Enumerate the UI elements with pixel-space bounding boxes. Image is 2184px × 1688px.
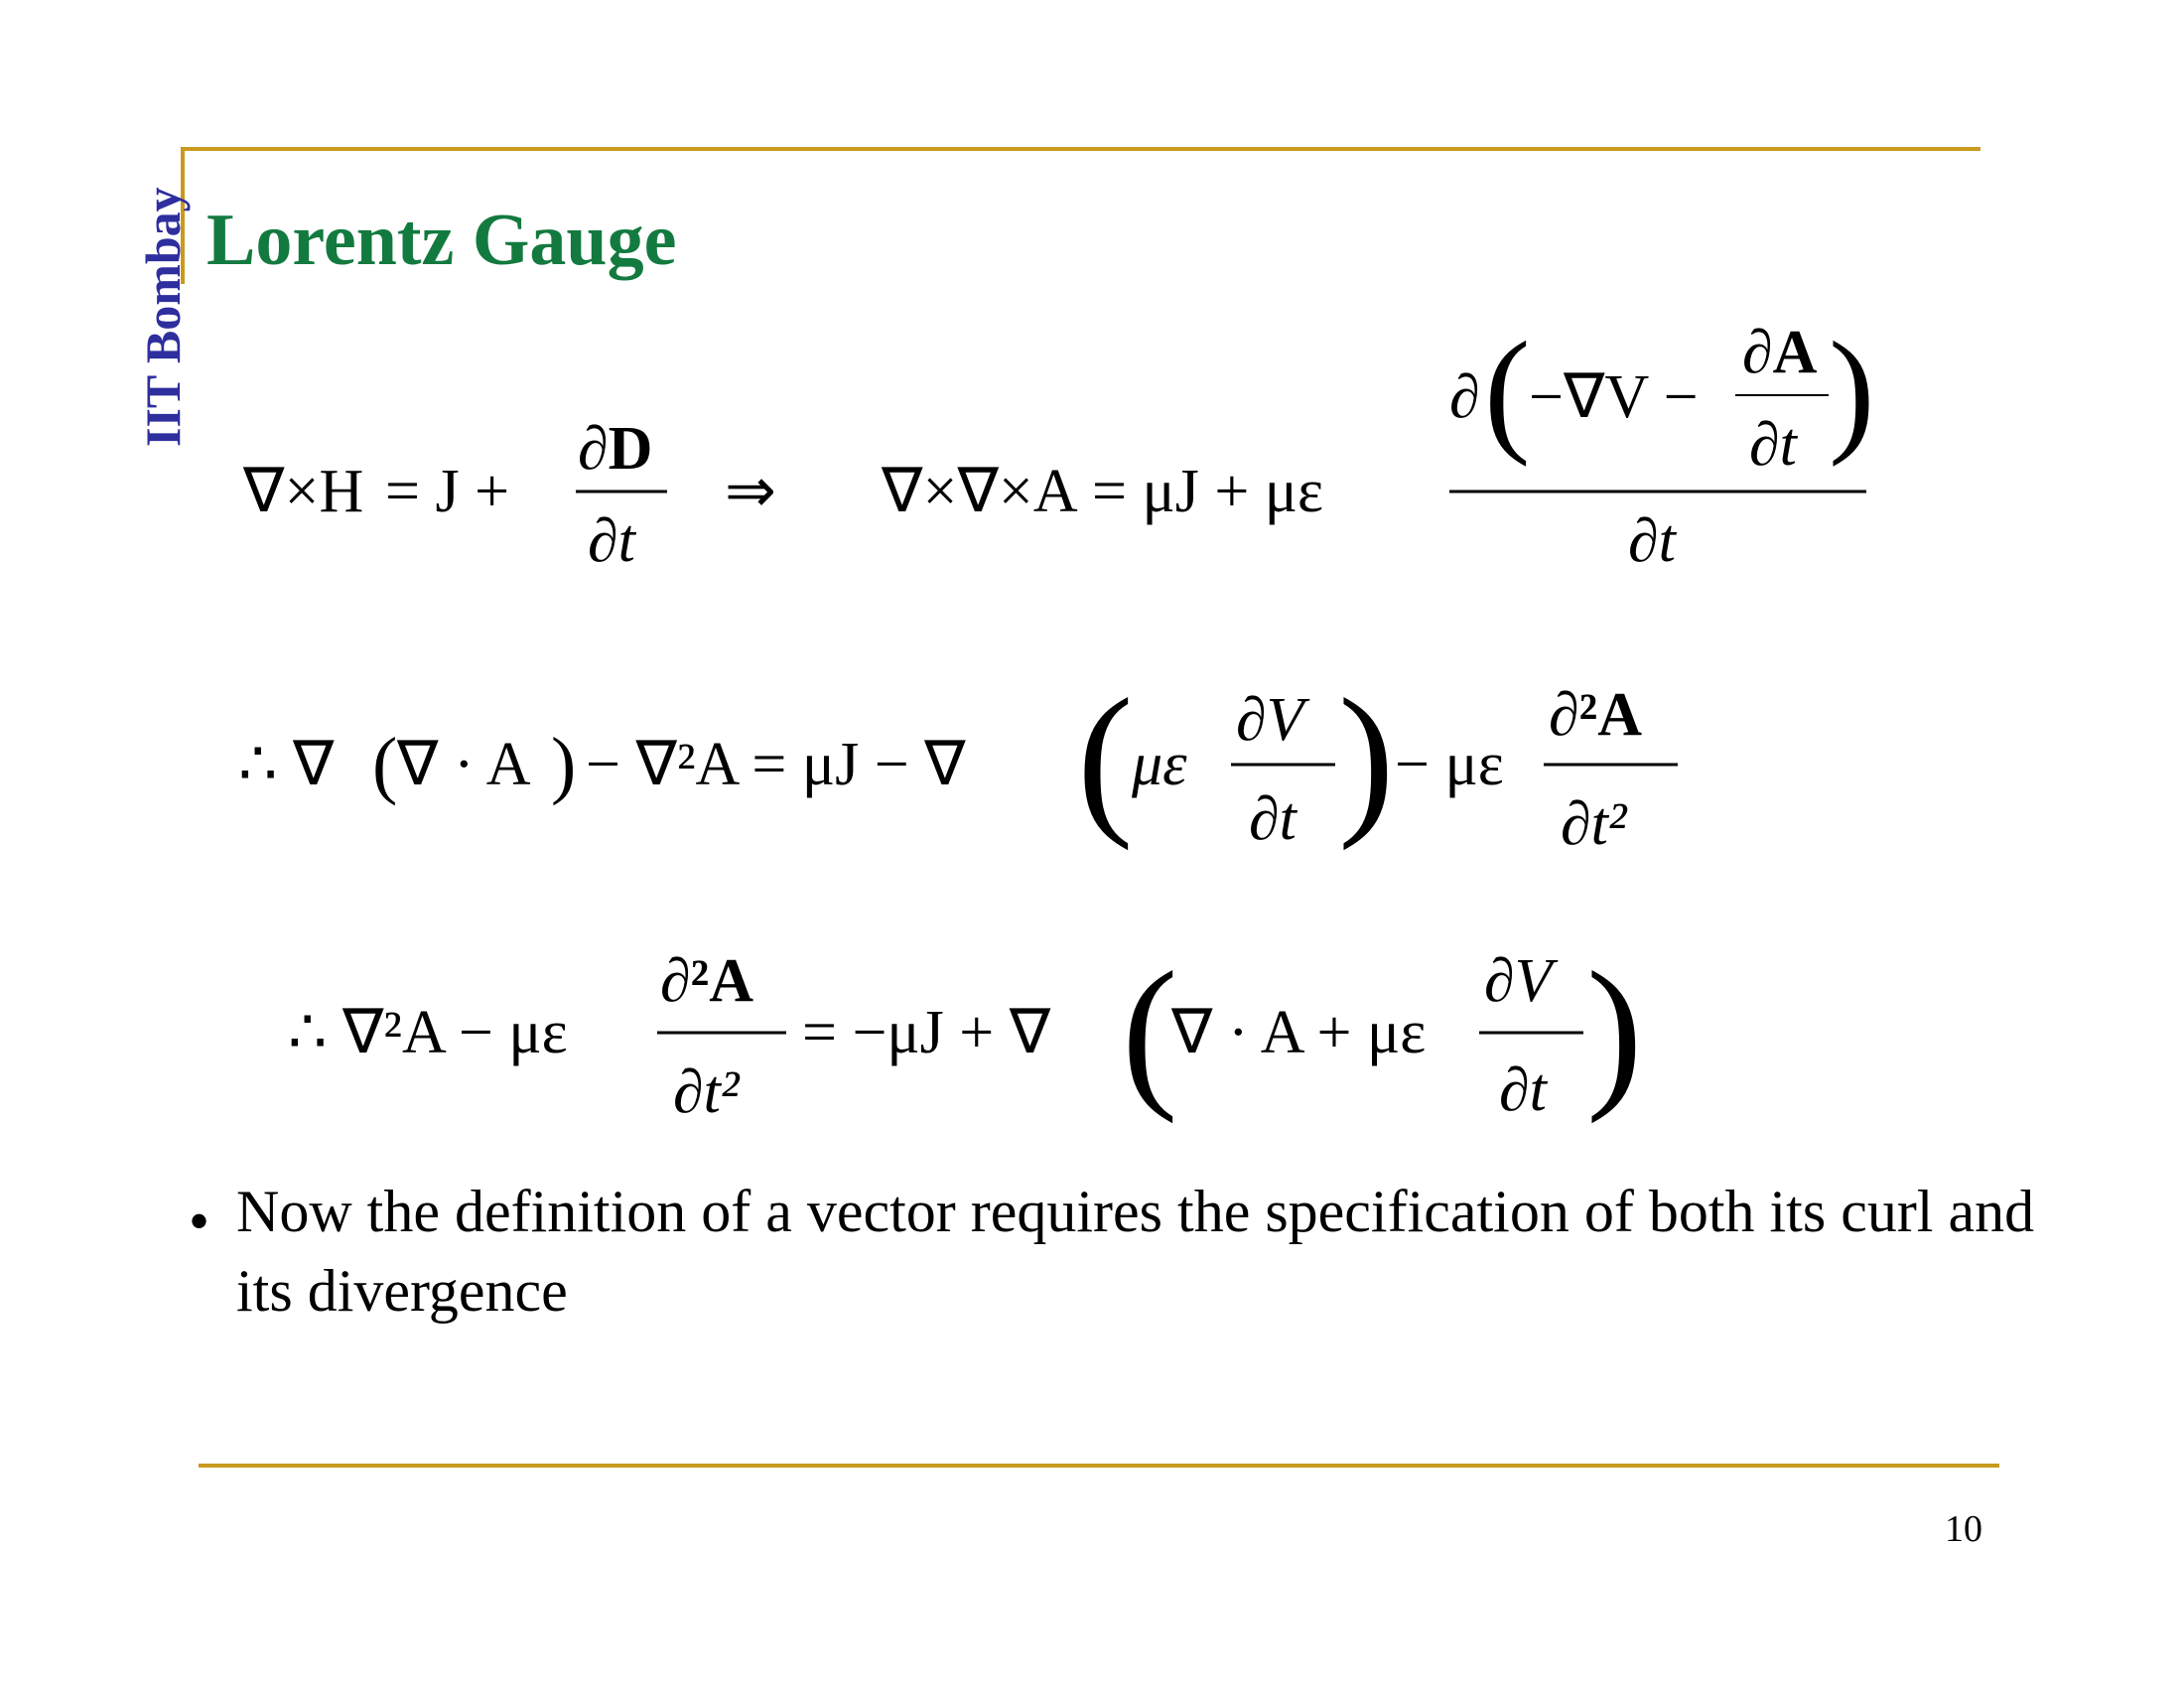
eq3-open-paren: ( xyxy=(1122,937,1178,1124)
eq3-therefore-lap-A: ∴ ∇²A − με xyxy=(288,999,568,1066)
bullet-symbol: • xyxy=(189,1189,210,1254)
slide-title: Lorentz Gauge xyxy=(206,200,677,281)
eq2-mueps: με xyxy=(1132,731,1187,798)
eq1-eq-J-plus: = J + xyxy=(385,458,510,525)
eq1-curl-H: ∇×H xyxy=(243,458,364,525)
eq1-dt-inner: ∂t xyxy=(1749,411,1797,479)
bullet-text: Now the definition of a vector requires the specification of both its curl and its divergence xyxy=(236,1179,2035,1324)
eq2-open-paren-2: ( xyxy=(1077,664,1134,851)
eq1-dA: ∂A xyxy=(1742,319,1818,386)
eq3-dt: ∂t xyxy=(1499,1056,1547,1124)
eq2-minus-lap-A: − ∇²A = μJ − ∇ xyxy=(586,731,966,798)
eq3-grad-dot-A-plus-mueps: ∇ · A + με xyxy=(1171,999,1427,1066)
eq1-partial: ∂ xyxy=(1449,363,1480,431)
eq2-dV: ∂V xyxy=(1236,686,1304,754)
eq1-open-paren: ( xyxy=(1484,314,1531,468)
eq2-grad-dot-A: ∇ · A xyxy=(397,731,531,798)
eq1-eq-muJ-plus-mueps: = μJ + με xyxy=(1092,458,1324,525)
equation-2 xyxy=(238,664,1678,858)
equation-1 xyxy=(242,314,1875,575)
eq1-dt-outer: ∂t xyxy=(1628,507,1676,575)
eq2-close-paren-2: ) xyxy=(1338,664,1395,851)
institution-label: IIT Bombay xyxy=(135,187,191,447)
eq3-d2A: ∂²A xyxy=(660,947,753,1015)
eq2-open-paren-1: ( xyxy=(372,723,398,806)
eq3-close-paren: ) xyxy=(1586,937,1643,1124)
eq1-close-paren: ) xyxy=(1829,314,1875,468)
eq1-dt: ∂t xyxy=(588,507,635,575)
eq3-eq-minus-muJ-plus-grad: = −μJ + ∇ xyxy=(802,999,1051,1066)
eq3-dV: ∂V xyxy=(1484,947,1553,1015)
eq2-dt2: ∂t² xyxy=(1561,790,1627,858)
equation-3 xyxy=(288,937,1643,1126)
eq2-close-paren-1: ) xyxy=(551,723,577,806)
eq1-dD: ∂D xyxy=(578,415,653,483)
eq1-curlcurl-A: ∇×∇×A xyxy=(882,458,1078,525)
eq2-therefore-grad: ∴ ∇ xyxy=(238,731,335,798)
page-number: 10 xyxy=(1945,1508,1982,1550)
eq2-minus-mueps: − με xyxy=(1395,731,1504,798)
eq2-dt: ∂t xyxy=(1249,785,1297,853)
eq2-d2A: ∂²A xyxy=(1549,681,1642,749)
eq1-implies: ⇒ xyxy=(725,458,776,525)
eq1-neg-grad-V-minus: −∇V − xyxy=(1529,363,1699,431)
eq3-dt2: ∂t² xyxy=(673,1058,740,1126)
